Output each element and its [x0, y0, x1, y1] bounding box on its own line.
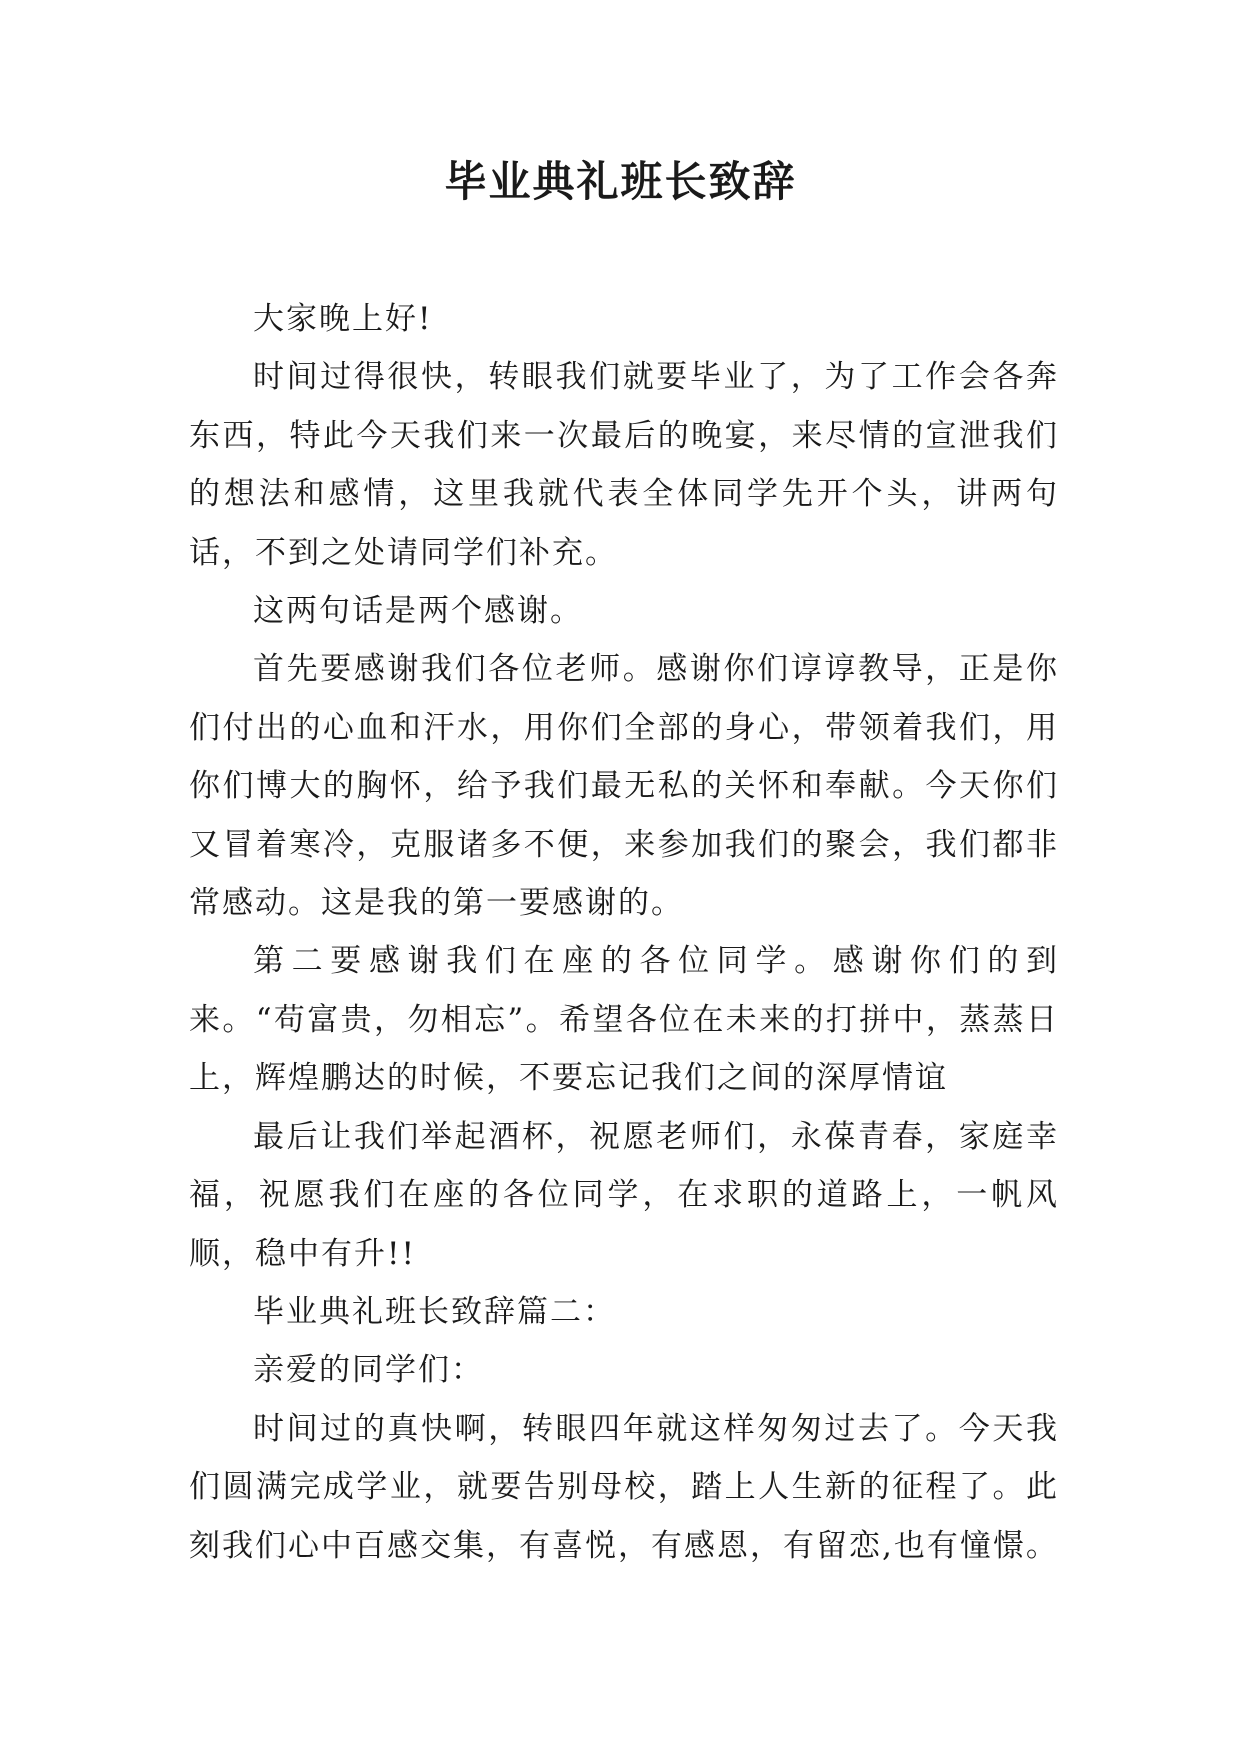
- paragraph-greeting: 大家晚上好!: [253, 301, 433, 337]
- paragraph-thank-teachers: 首先要感谢我们各位老师。感谢你们谆谆教导，正是你们付出的心血和汗水，用你们全部的身心，带领着我们，用你们博大的胸怀，给予我们最无私的关怀和奉献。今天你们又冒着寒冷，克服诸多不便，来参加我们的聚会，我们都非常感动。这是我的第一要感谢的。: [189, 651, 1059, 922]
- paragraph-two-thanks: 这两句话是两个感谢。: [253, 593, 583, 630]
- paragraph-opening: 时间过得很快，转眼我们就要毕业了，为了工作会各奔东西，特此今天我们来一次最后的晚宴，来尽情的宣泄我们的想法和感情，这里我就代表全体同学先开个头，讲两句话，不到之处请同学们补充。: [189, 359, 1059, 571]
- section-heading-part-two: 毕业典礼班长致辞篇二：: [253, 1293, 616, 1330]
- document-title: 毕业典礼班长致辞: [444, 157, 797, 206]
- paragraph-toast: 最后让我们举起酒杯，祝愿老师们，永葆青春，家庭幸福，祝愿我们在座的各位同学，在求职的道路上，一帆风顺，稳中有升!!: [189, 1118, 1059, 1272]
- paragraph-salutation: 亲爱的同学们：: [253, 1352, 484, 1389]
- paragraph-reflection: 时间过的真快啊，转眼四年就这样匆匆过去了。今天我们圆满完成学业，就要告别母校，踏上人生新的征程了。此刻我们心中百感交集，有喜悦，有感恩，有留恋,也有憧憬。: [189, 1410, 1059, 1564]
- paragraph-thank-classmates: 第二要感谢我们在座的各位同学。感谢你们的到来。“苟富贵，勿相忘”。希望各位在未来的打拼中，蒸蒸日上，辉煌鹏达的时候，不要忘记我们之间的深厚情谊: [189, 943, 1059, 1097]
- document-body: [189, 290, 1059, 1575]
